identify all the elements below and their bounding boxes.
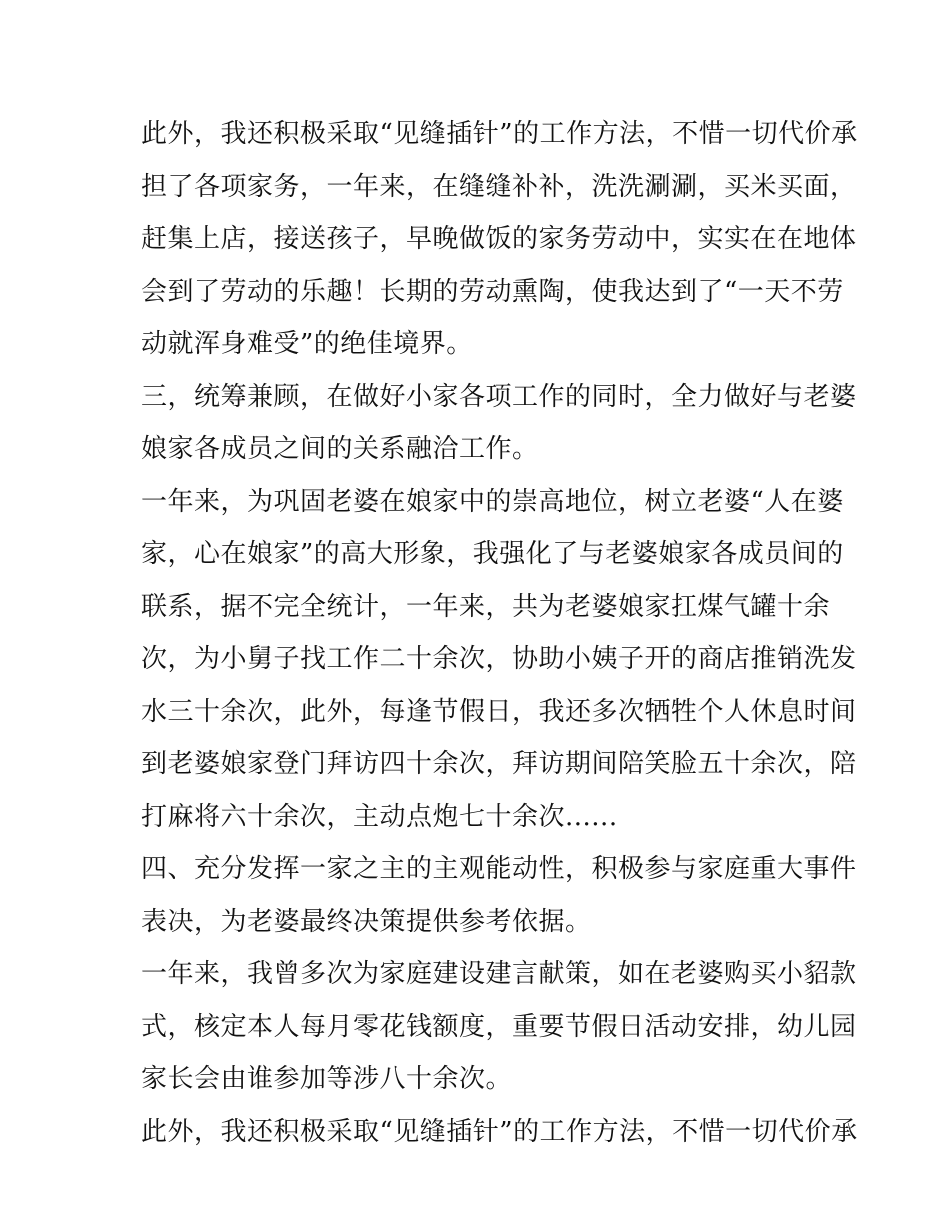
section-heading-line: 娘家各成员之间的关系融洽工作。 xyxy=(141,434,539,464)
text-line: 赶集上店，接送孩子，早晚做饭的家务劳动中，实实在在地体 xyxy=(141,224,857,254)
section-heading-line: 四、充分发挥一家之主的主观能动性，积极参与家庭重大事件 xyxy=(141,854,857,884)
text-line: 联系，据不完全统计，一年来，共为老婆娘家扛煤气罐十余 xyxy=(141,591,831,622)
text-line: 会到了劳动的乐趣！长期的劳动熏陶，使我达到了“一天不劳 xyxy=(141,276,844,307)
text-line: 家，心在娘家”的高大形象，我强化了与老婆娘家各成员间的 xyxy=(141,539,844,569)
text-line: 水三十余次，此外，每逢节假日，我还多次牺牲个人休息时间 xyxy=(141,696,857,727)
text-line: 家长会由谁参加等涉八十余次。 xyxy=(141,1064,513,1094)
text-line: 打麻将六十余次，主动点炮七十余次...... xyxy=(141,801,618,832)
text-line: 式，核定本人每月零花钱额度，重要节假日活动安排，幼儿园 xyxy=(141,1011,857,1042)
text-line: 到老婆娘家登门拜访四十余次，拜访期间陪笑脸五十余次，陪 xyxy=(141,749,857,779)
text-line: 动就浑身难受”的绝佳境界。 xyxy=(141,329,473,359)
section-heading-line: 表决，为老婆最终决策提供参考依据。 xyxy=(141,906,592,937)
text-line: 此外，我还积极采取“见缝插针”的工作方法，不惜一切代价承 xyxy=(141,1116,858,1147)
text-line: 一年来，为巩固老婆在娘家中的崇高地位，树立老婆“人在婆 xyxy=(141,486,844,517)
text-line: 一年来，我曾多次为家庭建设建言献策，如在老婆购买小貂款 xyxy=(141,959,857,989)
text-line: 次，为小舅子找工作二十余次，协助小姨子开的商店推销洗发 xyxy=(141,644,857,674)
document-body xyxy=(141,108,858,1158)
text-line: 此外，我还积极采取“见缝插针”的工作方法，不惜一切代价承 xyxy=(141,119,858,149)
text-line: 担了各项家务，一年来，在缝缝补补，洗洗涮涮，买米买面， xyxy=(141,171,857,202)
section-heading-line: 三，统筹兼顾，在做好小家各项工作的同时，全力做好与老婆 xyxy=(141,381,857,412)
